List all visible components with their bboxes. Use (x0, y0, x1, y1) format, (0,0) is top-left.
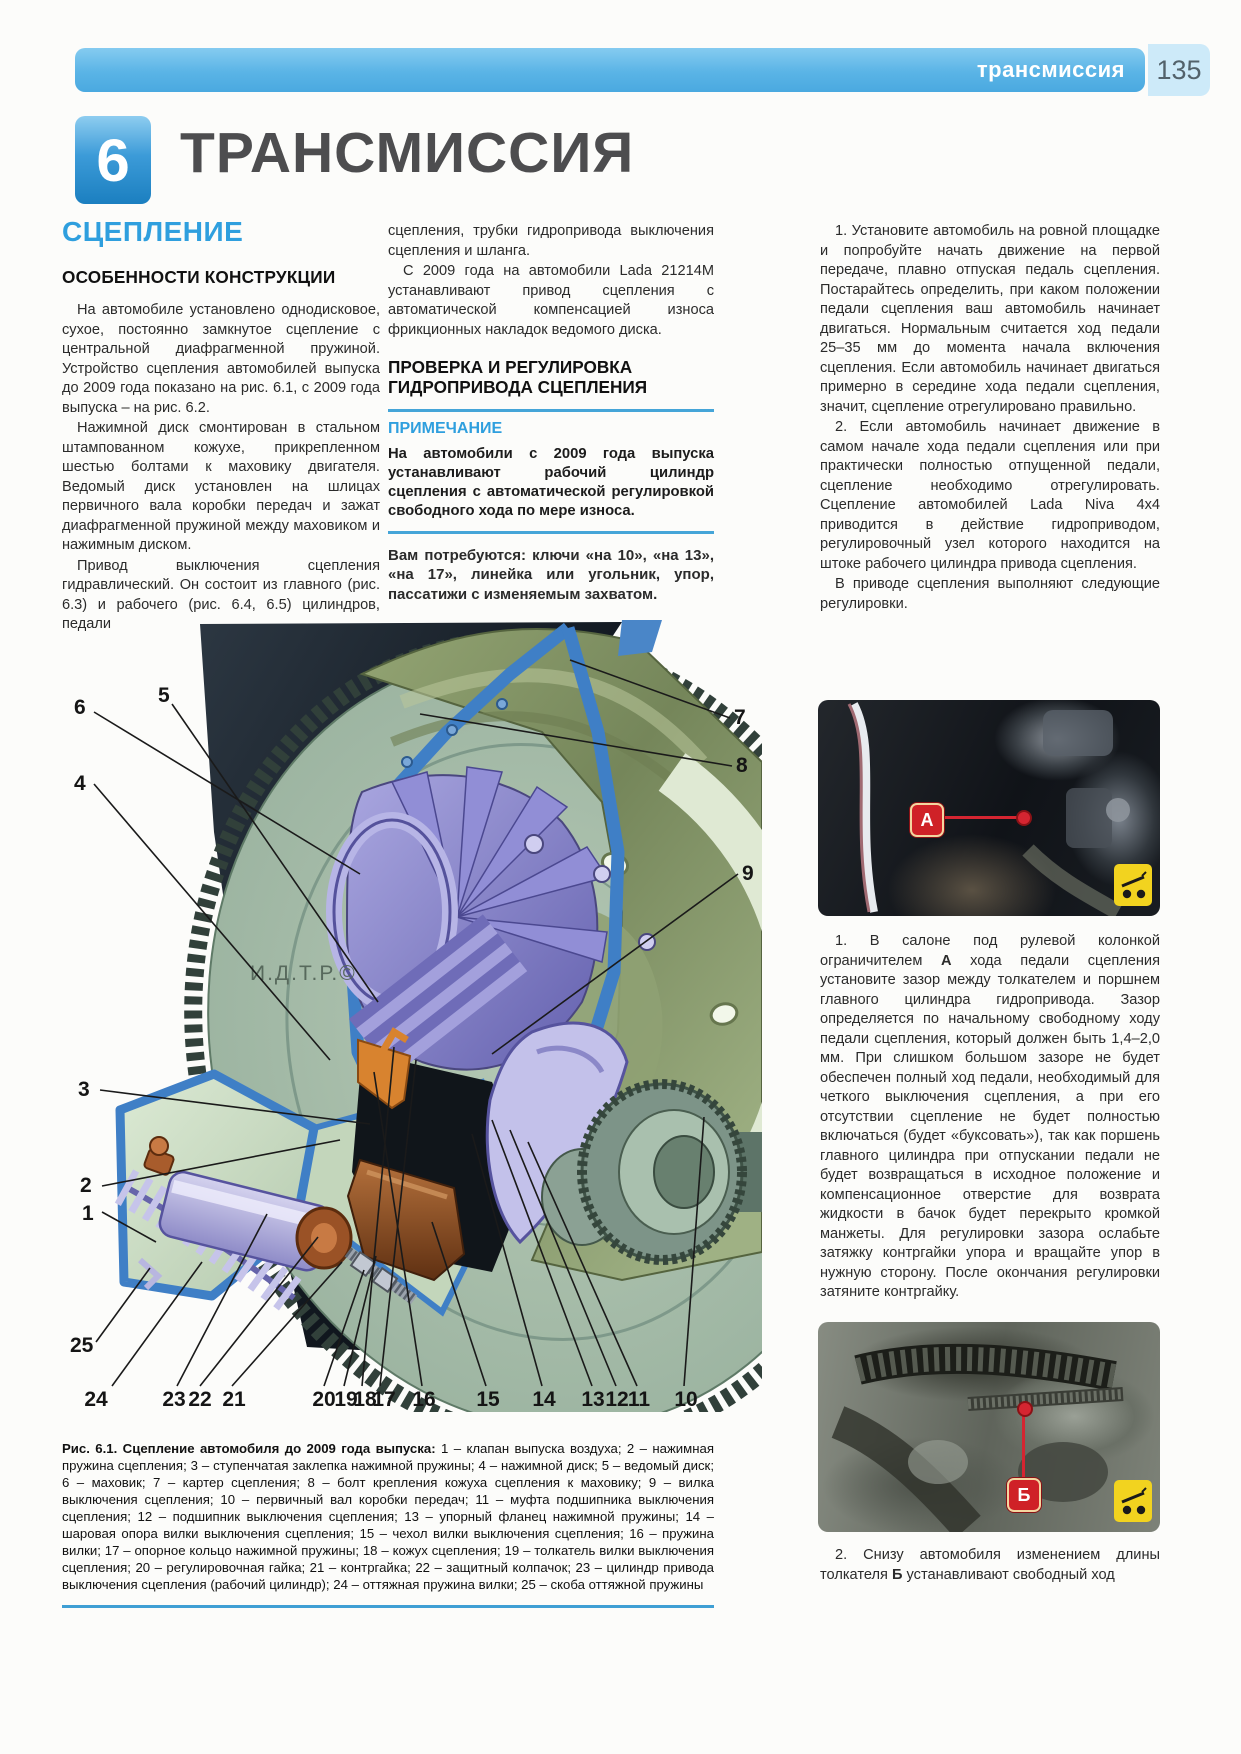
callout-dot-a (1016, 810, 1032, 826)
subsection-heading: ПРОВЕРКА И РЕГУЛИРОВКА ГИДРОПРИВОДА СЦЕПЛЕНИЯ (388, 357, 648, 397)
callout-line-b (1022, 1412, 1025, 1478)
step-2: 2. Если автомобиль начинает движение в самом начале хода педали сцепления или при практически полностью отпущенной педали, сцепление необходимо отрегулировать. Сцепление автомобилей Lada Niva 4x4 приводится в действие гидроприводом, регулировочный узел которого находится на штоке рабочего цилиндра привода сцепления. (820, 419, 1160, 572)
paragraph: На автомобиле установлено однодисковое, сухое, постоянно замкнутое сцепление с центральной диафрагменной пружиной. Устройство сцепления автомобилей выпуска до 2009 года показано на рис. 6.1, с 2009 года выпуска – на рис. 6.2. (62, 302, 380, 416)
adjustment-1: 1. В салоне под рулевой колонкой ограничителем А хода педали сцепления установите зазор между толкателем и поршнем главного цилиндра гидропривода. Зазор определяется по начальному свободному ходу педали сцепления, который должен быть 1,4–2,0 мм. При слишком большом зазоре не будет обеспечен полный ход педали, необходимый для четкого выключения сцепления, а при его отсутствии сцепление не будет полностью включаться (будет «буксовать»), так как поршень главного цилиндра при отпускании педали не будет возвращаться в исходное положение и компенсационное отверстие для возврата жидкости в бачок будет перекрыто кромкой манжеты. Для регулировки зазора ослабьте затяжку контргайки упора и вращайте упор в нужную сторону. После окончания регулировки затяните контргайку. (820, 933, 1160, 1300)
car-view-icon (1114, 864, 1152, 906)
callout-1: 1 (82, 1202, 94, 1225)
car-view-icon (1114, 1480, 1152, 1522)
note-label: ПРИМЕЧАНИЕ (388, 420, 503, 437)
adjustment-2: 2. Снизу автомобиля изменением длины толкателя Б устанавливают свободный ход (820, 1547, 1160, 1583)
paragraph: Нажимной диск смонтирован в стальном штампованном кожухе, прикрепленном шестью болтами к маховику двигателя. Ведомый диск установлен на шлицах первичного вала коробки передач и зажат диафрагменной пружиной между маховиком и нажимным диском. (62, 420, 380, 553)
step-1: 1. Установите автомобиль на ровной площадке и попробуйте начать движение на первой передаче, плавно отпуская педаль сцепления. Постарайтесь определить, при каком положении педали сцепления ваш автомобиль начинает двигаться. Нормальным считается ход педали 25–35 мм до момента начала включения сцепления. Если автомобиль начинает двигаться примерно в середине хода педали сцепления, значит, сцепление отрегулировано правильно. (820, 223, 1160, 415)
callout-4: 4 (74, 772, 86, 795)
callout-7: 7 (734, 706, 746, 729)
paragraph: сцепления, трубки гидропривода выключения сцепления и шланга. (388, 223, 714, 259)
callout-13: 13 (581, 1388, 605, 1411)
photo-b-texture (818, 1322, 1160, 1532)
callout-line-a (942, 816, 1018, 819)
page-number: 135 (1148, 44, 1210, 96)
caption-lead: Рис. 6.1. Сцепление автомобиля до 2009 года выпуска: (62, 1441, 436, 1456)
subsection-heading: ОСОБЕННОСТИ КОНСТРУКЦИИ (62, 266, 336, 287)
photo-pedal-stop (818, 700, 1160, 916)
caption-body: 1 – клапан выпуска воздуха; 2 – нажимная пружина сцепления; 3 – ступенчатая заклепка нажимной пружины; 4 – нажимной диск; 5 – ведомый диск; 6 – маховик; 7 – картер сцепления; 8 – болт крепления кожуха сцепления к маховику; 9 – вилка выключения сцепления; 10 – первичный вал коробки передач; 11 – муфта подшипника выключения сцепления; 12 – подшипник выключения сцепления; 13 – упорный фланец нажимной пружины; 14 – шаровая опора вилки выключения сцепления; 15 – чехол вилки выключения сцепления; 16 – пружина вилки; 17 – опорное кольцо нажимной пружины; 18 – кожух сцепления; 19 – толкатель вилки выключения сцепления; 20 – регулировочная гайка; 21 – контргайка; 22 – защитный колпачок; 23 – цилиндр привода выключения сцепления (рабочий цилиндр); 24 – оттяжная пружина вилки; 25 – скоба оттяжной пружины (62, 1441, 715, 1592)
callout-11: 11 (627, 1388, 651, 1411)
callout-15: 15 (476, 1388, 500, 1411)
callout-10: 10 (674, 1388, 698, 1411)
note-text: На автомобили с 2009 года выпуска устанавливают рабочий цилиндр сцепления с автоматической регулировкой свободного хода по мере износа. (388, 445, 714, 519)
callout-23: 23 (162, 1388, 186, 1411)
chapter-number-badge: 6 (75, 116, 151, 204)
figure-caption (62, 1440, 714, 1608)
ref-a: А (941, 952, 952, 969)
chapter-title: ТРАНСМИССИЯ (180, 121, 635, 185)
header-bar (75, 48, 1145, 92)
column-right-bottom (820, 1546, 1160, 1586)
callout-16: 16 (412, 1388, 436, 1411)
callout-8: 8 (736, 754, 748, 777)
column-middle (388, 222, 714, 605)
photo-a-texture (818, 700, 1160, 916)
photo-pushrod (818, 1322, 1160, 1532)
watermark: И.Д.Т.Р.© (250, 962, 357, 985)
column-right-top (820, 222, 1160, 615)
ref-b: Б (891, 1566, 903, 1583)
callout-20: 20 (312, 1388, 336, 1411)
callout-21: 21 (222, 1388, 246, 1411)
callout-5: 5 (158, 684, 170, 707)
callout-25: 25 (70, 1334, 94, 1357)
callout-22: 22 (188, 1388, 212, 1411)
column-left (62, 216, 380, 636)
callout-9: 9 (742, 862, 754, 885)
paragraph: С 2009 года на автомобили Lada 21214M устанавливают привод сцепления с автоматической компенсацией износа фрикционных накладок ведомого диска. (388, 263, 714, 338)
clutch-cutaway-diagram (62, 612, 762, 1412)
tools-required: Вам потребуются: ключи «на 10», «на 13», «на 17», линейка или угольник, упор, пассатижи с изменяемым захватом. (388, 546, 714, 603)
note-box (388, 409, 714, 534)
callout-24: 24 (84, 1388, 108, 1411)
section-label: трансмиссия (976, 57, 1125, 82)
callout-18: 18 (353, 1388, 377, 1411)
callout-14: 14 (532, 1388, 556, 1411)
callout-19: 19 (334, 1388, 358, 1411)
column-right-middle (820, 932, 1160, 1304)
callout-3: 3 (78, 1078, 90, 1101)
photo-label-b: Б (1007, 1478, 1041, 1512)
callout-12: 12 (605, 1388, 629, 1411)
callout-17: 17 (372, 1388, 396, 1411)
callout-dot-b (1017, 1401, 1033, 1417)
paragraph: В приводе сцепления выполняют следующие регулировки. (820, 576, 1160, 612)
paragraph: Привод выключения сцепления гидравлический. Он состоит из главного (рис. 6.3) и рабочего (рис. 6.4, 6.5) цилиндров, педали (62, 557, 380, 632)
callout-6: 6 (74, 696, 86, 719)
callout-2: 2 (80, 1174, 92, 1197)
photo-label-a: А (910, 803, 944, 837)
section-heading: СЦЕПЛЕНИЕ (62, 216, 244, 247)
